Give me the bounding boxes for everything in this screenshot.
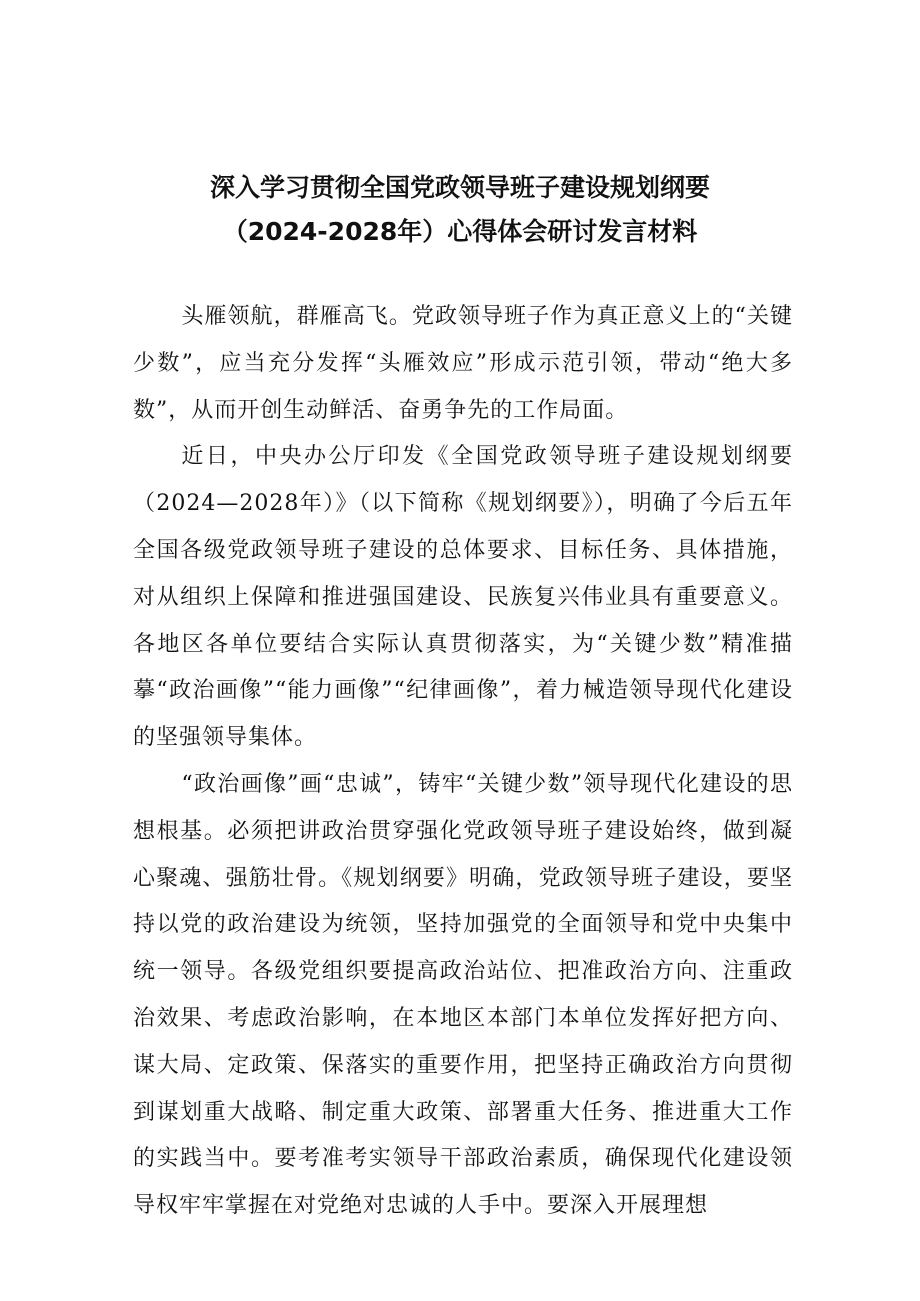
title-line-1: 深入学习贯彻全国党政领导班子建设规划纲要	[209, 173, 710, 202]
document-body	[133, 294, 793, 1230]
paragraph-1: 头雁领航，群雁高飞。党政领导班子作为真正意义上的“关键少数”，应当充分发挥“头雁效应”形成示范引领，带动“绝大多数”，从而开创生动鲜活、奋勇争先的工作局面。	[133, 304, 793, 423]
document-title	[0, 166, 920, 254]
title-line-2: （2024-2028年）心得体会研讨发言材料	[222, 217, 698, 246]
paragraph-3: “政治画像”画“忠诚”，铸牢“关键少数”领导现代化建设的思想根基。必须把讲政治贯穿强化党政领导班子建设始终，做到凝心聚魂、强筋壮骨。《规划纲要》明确，党政领导班子建设，要坚持以党的政治建设为统领，坚持加强党的全面领导和党中央集中统一领导。各级党组织要提高政治站位、把准政治方向、注重政治效果、考虑政治影响，在本地区本部门本单位发挥好把方向、谋大局、定政策、保落实的重要作用，把坚持正确政治方向贯彻到谋划重大战略、制定重大政策、部署重大任务、推进重大工作的实践当中。要考准考实领导干部政治素质，确保现代化建设领导权牢牢掌握在对党绝对忠诚的人手中。要深入开展理想	[133, 771, 793, 1219]
paragraph-2: 近日，中央办公厅印发《全国党政领导班子建设规划纲要（2024—2028年）》（以下简称《规划纲要》），明确了今后五年全国各级党政领导班子建设的总体要求、目标任务、具体措施，对从组织上保障和推进强国建设、民族复兴伟业具有重要意义。各地区各单位要结合实际认真贯彻落实，为“关键少数”精准描摹“政治画像”“能力画像”“纪律画像”，着力械造领导现代化建设的坚强领导集体。	[133, 444, 793, 751]
